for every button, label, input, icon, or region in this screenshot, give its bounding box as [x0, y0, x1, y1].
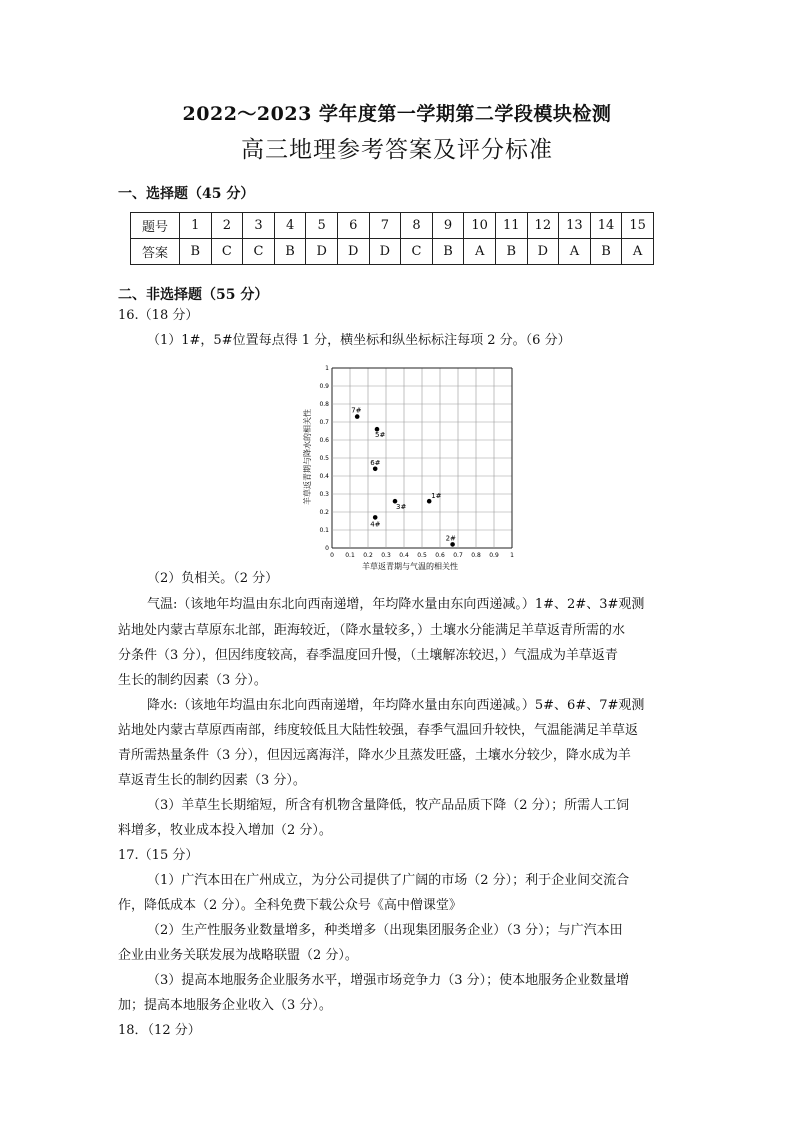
y-tick-label: 0.7 — [319, 419, 329, 426]
question-number: 12 — [527, 213, 559, 239]
x-axis-label: 羊草返青期与气温的相关性 — [362, 562, 458, 571]
q16-temp-line3: 分条件（3 分），但因纬度较高，春季温度回升慢，（土壤解冻较迟，）气温成为羊草返青 — [118, 648, 618, 663]
x-tick-label: 0.3 — [381, 552, 391, 559]
y-tick-label: 0.6 — [319, 437, 329, 444]
y-tick-label: 0.4 — [319, 473, 329, 480]
answer-cell: A — [464, 239, 496, 265]
q16-precip-line4: 草返青生长的制约因素（3 分）。 — [118, 773, 306, 788]
data-point — [373, 515, 378, 520]
q17-part2-line2: 企业由业务关联发展为战略联盟（2 分）。 — [118, 948, 358, 963]
x-tick-label: 0.1 — [345, 552, 355, 559]
answer-table — [130, 212, 654, 265]
q16-part3-line1: （3）羊草生长期缩短，所含有机物含量降低，牧产品品质下降（2 分）；所需人工饲 — [147, 798, 630, 813]
q17-label: 17.（15 分） — [118, 848, 199, 863]
q16-label: 16.（18 分） — [118, 308, 199, 323]
question-number: 5 — [306, 213, 338, 239]
q16-temp-line4: 生长的制约因素（3 分）。 — [118, 673, 267, 688]
answer-row — [131, 239, 654, 265]
y-tick-label: 0.2 — [319, 509, 329, 516]
answer-cell: D — [527, 239, 559, 265]
y-tick-label: 0 — [325, 545, 329, 552]
x-tick-label: 0.7 — [453, 552, 463, 559]
x-tick-label: 0.9 — [489, 552, 499, 559]
q18-label: 18．（12 分） — [118, 1023, 201, 1038]
answer-cell: D — [306, 239, 338, 265]
question-number: 14 — [590, 213, 622, 239]
answer-cell: C — [211, 239, 243, 265]
x-tick-label: 0 — [330, 552, 334, 559]
answer-cell: B — [495, 239, 527, 265]
question-number: 11 — [495, 213, 527, 239]
x-tick-label: 1 — [510, 552, 514, 559]
question-number: 8 — [401, 213, 433, 239]
q16-part3-line2: 料增多，牧业成本投入增加（2 分）。 — [118, 823, 332, 838]
x-tick-label: 0.4 — [399, 552, 409, 559]
q17-part3-line1: （3）提高本地服务企业服务水平，增强市场竞争力（3 分）；使本地服务企业数量增 — [147, 973, 630, 988]
answer-cell: D — [369, 239, 401, 265]
x-tick-label: 0.8 — [471, 552, 481, 559]
point-label: 7# — [351, 406, 362, 415]
document-subtitle: 高三地理参考答案及评分标准 — [241, 137, 553, 163]
q16-precip-line3: 青所需热量条件（3 分），但因远离海洋，降水少且蒸发旺盛，土壤水分较少，降水成为羊 — [118, 748, 631, 763]
answer-cell: D — [337, 239, 369, 265]
point-label: 1# — [431, 492, 442, 501]
question-number: 13 — [559, 213, 591, 239]
section1-heading: 一、选择题（45 分） — [118, 186, 255, 202]
q17-part1-line1: （1）广汽本田在广州成立，为分公司提供了广阔的市场（2 分）；利于企业间交流合 — [147, 873, 630, 888]
question-number: 10 — [464, 213, 496, 239]
x-tick-label: 0.5 — [417, 552, 427, 559]
data-point — [373, 467, 378, 472]
question-number: 2 — [211, 213, 243, 239]
answer-cell: C — [401, 239, 433, 265]
q16-precip-line1: 降水:（该地年均温由东北向西南递增，年均降水量由东向西递减。）5#、6#、7#观测 — [147, 698, 645, 713]
q17-part1-line2: 作，降低成本（2 分）。全科免费下载公众号《高中僧课堂》 — [118, 898, 462, 913]
answer-cell: C — [243, 239, 275, 265]
row-label-number: 题号 — [131, 213, 180, 239]
point-label: 4# — [370, 520, 381, 529]
data-point — [355, 414, 360, 419]
scatter-chart — [300, 360, 520, 575]
question-number: 6 — [337, 213, 369, 239]
q17-part3-line2: 加；提高本地服务企业收入（3 分）。 — [118, 998, 332, 1013]
row-label-answer: 答案 — [131, 239, 180, 265]
y-tick-label: 0.5 — [319, 455, 329, 462]
data-point — [450, 542, 455, 547]
question-number: 3 — [243, 213, 275, 239]
question-number: 9 — [432, 213, 464, 239]
q16-part1: （1）1#，5#位置每点得 1 分，横坐标和纵坐标标注每项 2 分。（6 分） — [147, 333, 571, 348]
point-label: 2# — [445, 534, 456, 543]
answer-cell: B — [274, 239, 306, 265]
q16-precip-line2: 站地处内蒙古草原西南部，纬度较低且大陆性较强，春季气温回升较快，气温能满足羊草返 — [118, 723, 639, 738]
document-title: 2022～2023 学年度第一学期第二学段模块检测 — [182, 103, 612, 125]
x-tick-label: 0.6 — [435, 552, 445, 559]
answer-cell: B — [180, 239, 212, 265]
question-number: 15 — [622, 213, 654, 239]
question-number: 4 — [274, 213, 306, 239]
question-number: 1 — [180, 213, 212, 239]
point-label: 3# — [396, 503, 407, 512]
answer-cell: B — [590, 239, 622, 265]
answer-cell: B — [432, 239, 464, 265]
q16-part2: （2）负相关。（2 分） — [147, 571, 279, 586]
point-label: 5# — [375, 431, 386, 440]
y-tick-label: 0.9 — [319, 383, 329, 390]
y-axis-label: 羊草返青期与降水的相关性 — [303, 409, 312, 505]
q17-part2-line1: （2）生产性服务业数量增多，种类增多（出现集团服务企业）（3 分）；与广汽本田 — [147, 923, 623, 938]
y-tick-label: 0.3 — [319, 491, 329, 498]
answer-cell: A — [559, 239, 591, 265]
y-tick-label: 0.1 — [319, 527, 329, 534]
y-tick-label: 0.8 — [319, 401, 329, 408]
section2-heading: 二、非选择题（55 分） — [118, 287, 269, 303]
answer-cell: A — [622, 239, 654, 265]
point-label: 6# — [370, 458, 381, 467]
number-row — [131, 213, 654, 239]
q16-temp-line1: 气温:（该地年均温由东北向西南递增，年均降水量由东向西递减。）1#、2#、3#观测 — [147, 597, 645, 612]
question-number: 7 — [369, 213, 401, 239]
x-tick-label: 0.2 — [363, 552, 373, 559]
q16-temp-line2: 站地处内蒙古草原东北部，距海较近，（降水量较多，）土壤水分能满足羊草返青所需的水 — [118, 623, 626, 638]
y-tick-label: 1 — [325, 365, 329, 372]
